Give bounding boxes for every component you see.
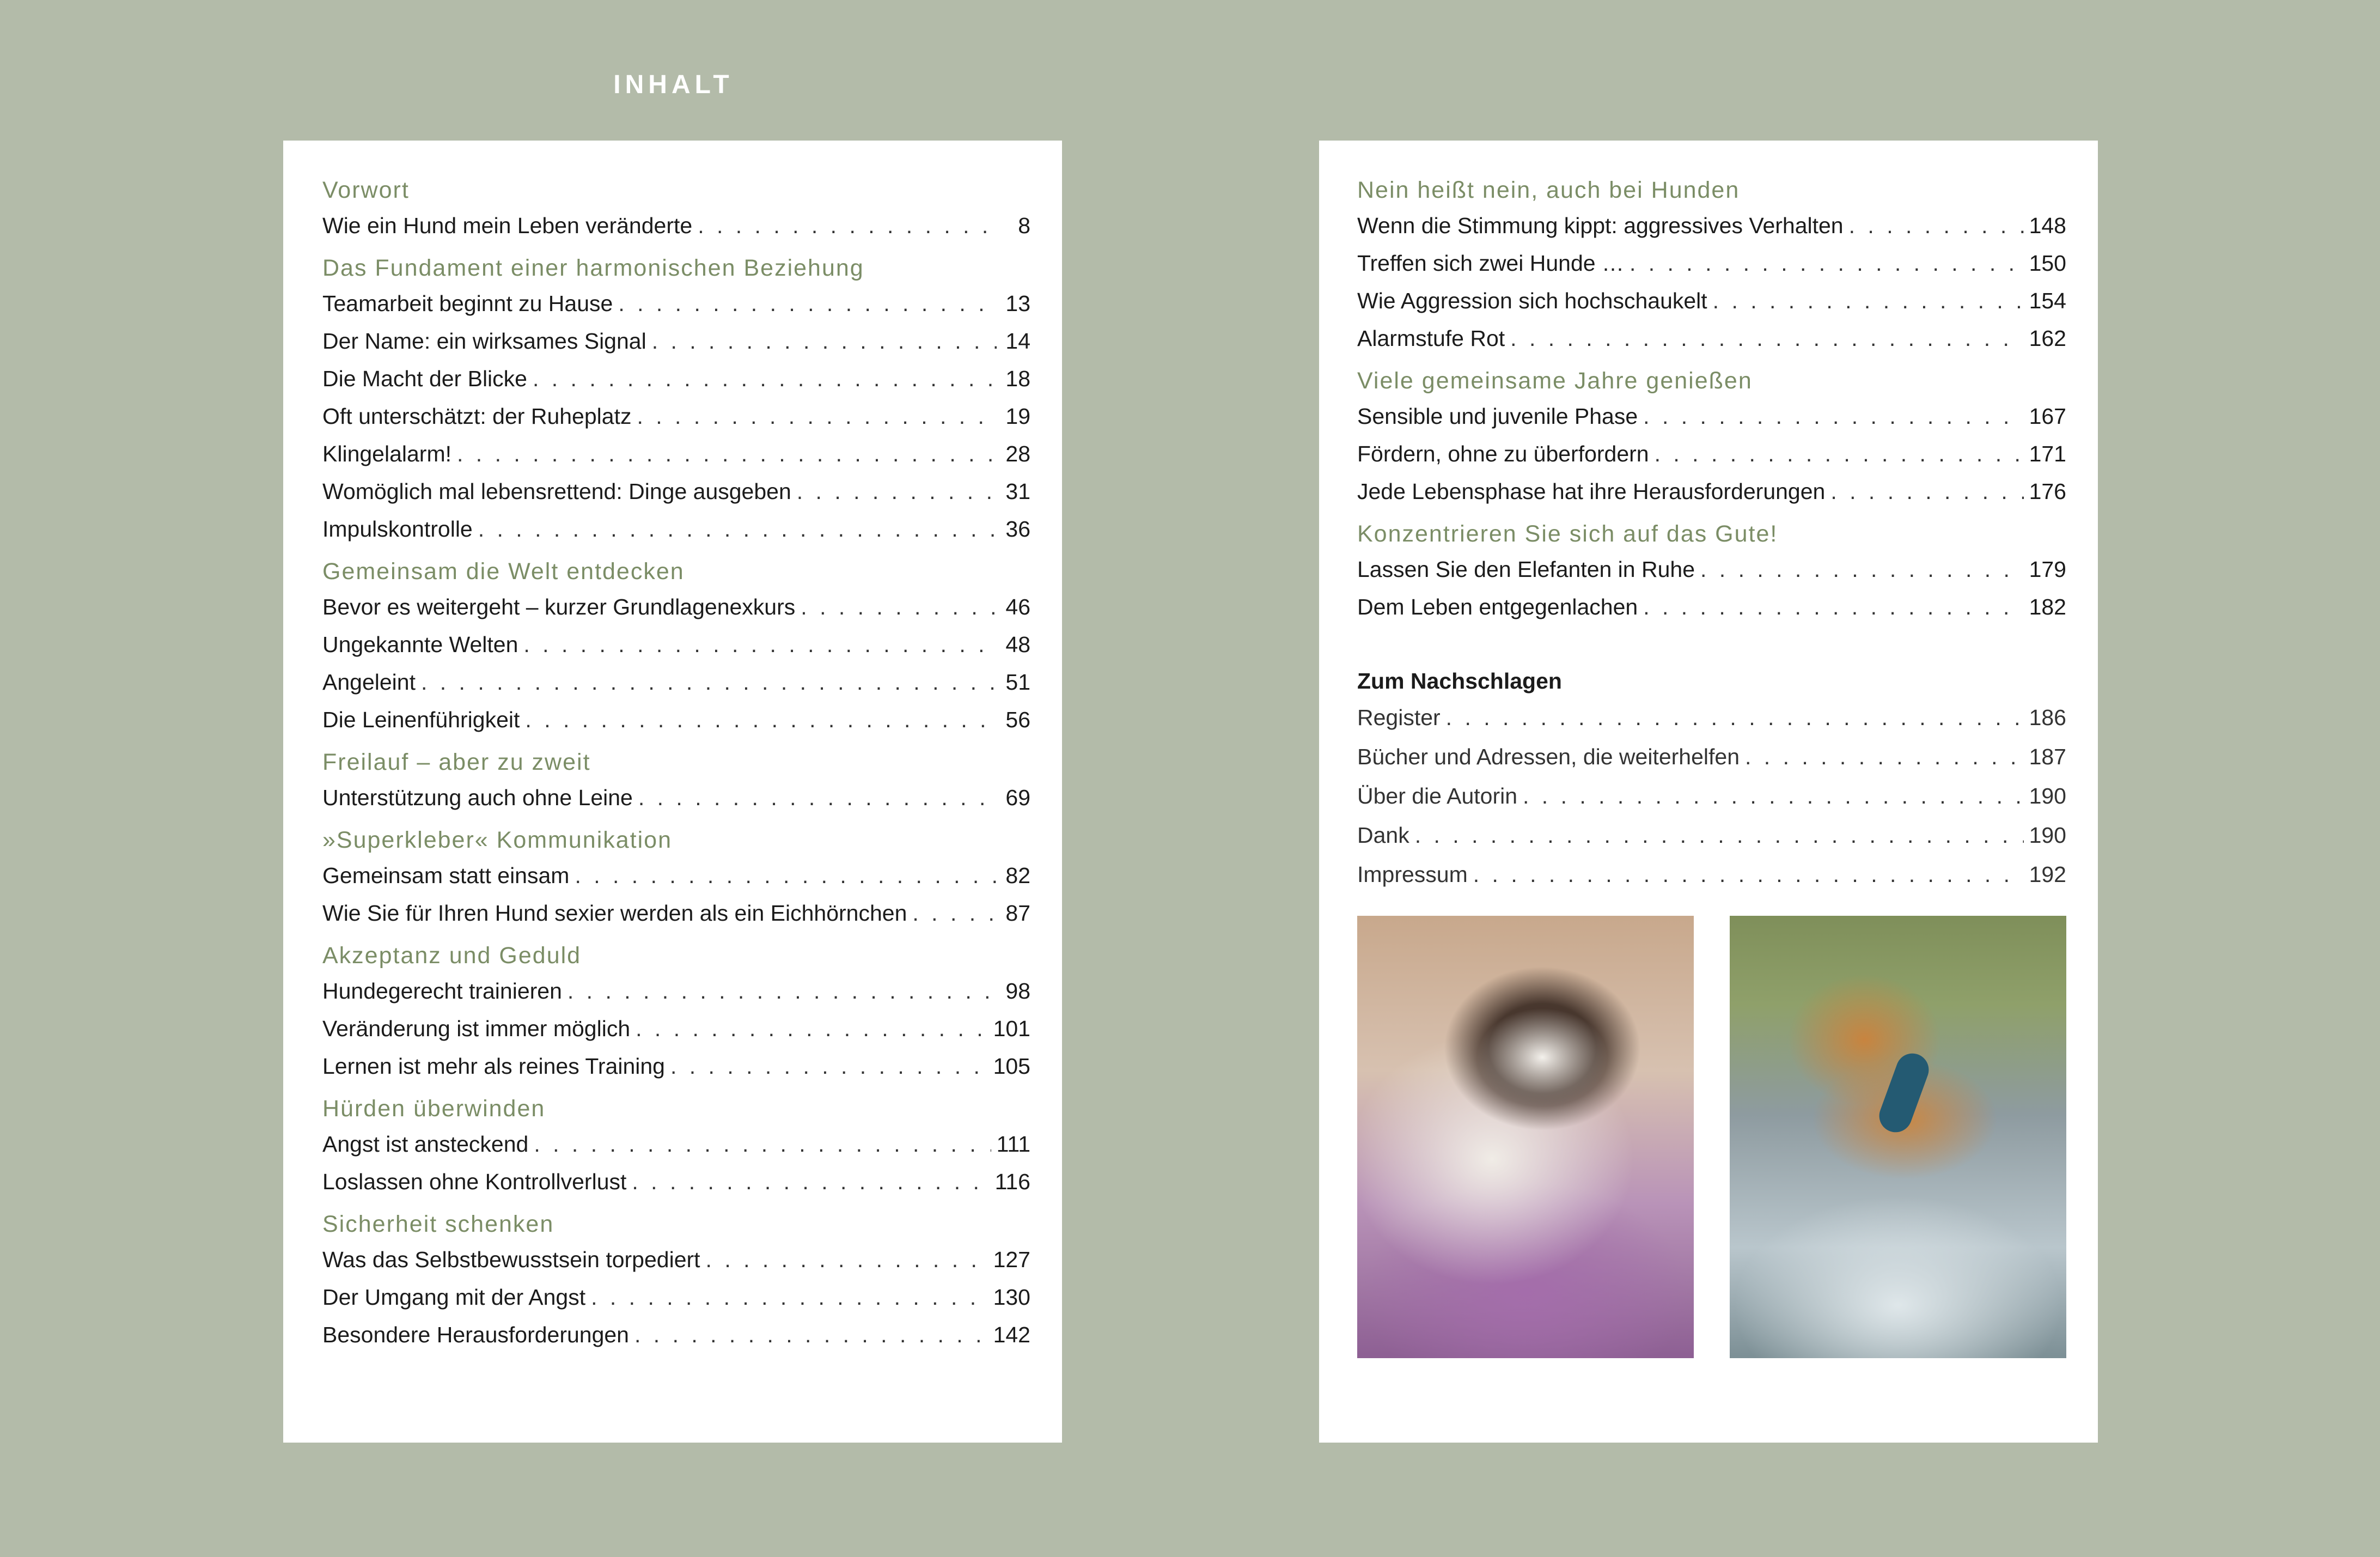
dot-leader <box>634 1316 988 1354</box>
entry-title: Klingelalarm! <box>322 441 451 466</box>
page-number: 176 <box>2029 479 2066 504</box>
dot-leader <box>1510 320 2023 357</box>
section-title[interactable]: Akzeptanz und Geduld <box>322 942 582 969</box>
toc-section <box>322 939 1030 1085</box>
page-number: 162 <box>2029 326 2066 351</box>
toc-entry[interactable] <box>1357 737 2066 776</box>
page-number: 56 <box>1005 707 1030 732</box>
dot-leader <box>1415 816 2024 855</box>
dot-leader <box>706 1241 988 1279</box>
toc-entry[interactable] <box>1357 816 2066 855</box>
toc-entry[interactable] <box>322 360 1030 398</box>
reference-title: Zum Nachschlagen <box>1357 668 1562 694</box>
page-number: 101 <box>993 1016 1030 1041</box>
toc-entry[interactable] <box>1357 551 2066 588</box>
contents-heading: INHALT <box>613 70 734 99</box>
toc-entry[interactable] <box>322 1241 1030 1279</box>
entry-title: Ungekannte Welten <box>322 632 518 657</box>
entry-title: Alarmstufe Rot <box>1357 326 1505 351</box>
toc-entry[interactable] <box>322 895 1030 932</box>
page-number: 48 <box>1005 632 1030 657</box>
entry-title: Besondere Herausforderungen <box>322 1322 629 1347</box>
toc-section <box>1357 364 2066 510</box>
page-number: 171 <box>2029 441 2066 466</box>
dot-leader <box>1713 282 2024 320</box>
toc-entry[interactable] <box>322 588 1030 626</box>
entry-title: Impressum <box>1357 862 1468 887</box>
entry-title: Dem Leben entgegenlachen <box>1357 594 1638 619</box>
toc-entry[interactable] <box>322 1163 1030 1201</box>
dot-leader <box>1745 737 2024 776</box>
page-number: 8 <box>1018 213 1030 238</box>
toc-entry[interactable] <box>322 701 1030 739</box>
toc-entry[interactable] <box>322 972 1030 1010</box>
entry-title: Wie Sie für Ihren Hund sexier werden als ein Eichhörnchen <box>322 901 907 926</box>
entry-title: Bevor es weitergeht – kurzer Grundlagenexkurs <box>322 594 796 619</box>
page-number: 14 <box>1005 329 1030 354</box>
dot-leader <box>1446 698 2024 737</box>
toc-section <box>322 745 1030 817</box>
page-number: 190 <box>2029 783 2066 808</box>
entry-title: Loslassen ohne Kontrollverlust <box>322 1169 627 1194</box>
entry-title: Unterstützung auch ohne Leine <box>322 785 633 810</box>
page-number: 116 <box>994 1169 1030 1194</box>
page-number: 31 <box>1005 479 1030 504</box>
entry-title: Angst ist ansteckend <box>322 1132 529 1157</box>
page-number: 46 <box>1005 594 1030 619</box>
section-title[interactable]: Viele gemeinsame Jahre genießen <box>1357 368 1753 394</box>
entry-title: Teamarbeit beginnt zu Hause <box>322 291 613 316</box>
toc-entry[interactable] <box>322 664 1030 701</box>
dot-leader <box>591 1279 987 1316</box>
dot-leader <box>652 323 997 360</box>
toc-entry[interactable] <box>322 323 1030 360</box>
entry-title: Oft unterschätzt: der Ruheplatz <box>322 404 632 429</box>
toc-entry[interactable] <box>322 510 1030 548</box>
section-title[interactable]: Freilauf – aber zu zweit <box>322 749 591 775</box>
page-number: 142 <box>993 1322 1030 1347</box>
toc-entry[interactable] <box>322 1048 1030 1085</box>
entry-title: Wie ein Hund mein Leben veränderte <box>322 213 693 238</box>
dot-leader <box>1643 588 2023 626</box>
entry-title: Der Umgang mit der Angst <box>322 1285 586 1310</box>
dot-leader <box>1830 473 2023 510</box>
page-number: 186 <box>2029 705 2066 730</box>
toc-entry[interactable] <box>322 1126 1030 1163</box>
dot-leader <box>912 895 997 932</box>
photo-australian-shepherd <box>1357 916 1694 1358</box>
collar-shape <box>1875 1049 1933 1136</box>
section-title[interactable]: Konzentrieren Sie sich auf das Gute! <box>1357 521 1778 547</box>
entry-title: Wie Aggression sich hochschaukelt <box>1357 288 1707 313</box>
toc-page-left <box>283 141 1062 1443</box>
dot-leader <box>421 664 997 701</box>
dot-leader <box>1473 855 2024 894</box>
entry-title: Jede Lebensphase hat ihre Herausforderungen <box>1357 479 1826 504</box>
toc-section <box>1357 517 2066 626</box>
toc-entry[interactable] <box>322 398 1030 435</box>
page-number: 167 <box>2029 404 2066 429</box>
toc-entry[interactable] <box>1357 855 2066 894</box>
toc-entry[interactable] <box>322 285 1030 323</box>
entry-title: Hundegerecht trainieren <box>322 978 562 1003</box>
toc-section <box>1357 173 2066 357</box>
toc-entry[interactable] <box>322 857 1030 895</box>
page-number: 192 <box>2029 862 2066 887</box>
entry-title: Angeleint <box>322 670 416 695</box>
dot-leader <box>637 398 997 435</box>
page-number: 28 <box>1005 441 1030 466</box>
section-title[interactable]: Hürden überwinden <box>322 1096 546 1122</box>
toc-section <box>322 1207 1030 1354</box>
entry-title: Veränderung ist immer möglich <box>322 1016 631 1041</box>
photo-row <box>1357 916 2066 1358</box>
page-number: 187 <box>2029 744 2066 769</box>
entry-title: Der Name: ein wirksames Signal <box>322 329 646 354</box>
page-number: 69 <box>1005 785 1030 810</box>
toc-entry[interactable] <box>1357 245 2066 282</box>
page-number: 154 <box>2029 288 2066 313</box>
page-number: 130 <box>993 1285 1030 1310</box>
dot-leader <box>1630 245 2024 282</box>
entry-title: Die Macht der Blicke <box>322 366 527 391</box>
toc-entry[interactable] <box>1357 398 2066 435</box>
toc-entry[interactable] <box>1357 207 2066 245</box>
page-number: 13 <box>1005 291 1030 316</box>
toc-entry[interactable] <box>1357 588 2066 626</box>
page-number: 179 <box>2029 557 2066 582</box>
toc-entry[interactable] <box>1357 320 2066 357</box>
entry-title: Was das Selbstbewusstsein torpediert <box>322 1247 700 1272</box>
toc-entry[interactable] <box>322 207 1030 245</box>
page-number: 105 <box>993 1054 1030 1079</box>
toc-section <box>322 823 1030 932</box>
toc-entry[interactable] <box>322 1316 1030 1354</box>
section-title[interactable]: Vorwort <box>322 177 410 203</box>
page-number: 87 <box>1005 901 1030 926</box>
dot-leader <box>1700 551 2024 588</box>
entry-title: Lernen ist mehr als reines Training <box>322 1054 665 1079</box>
toc-entry[interactable] <box>1357 282 2066 320</box>
dot-leader <box>1523 776 2024 816</box>
dot-leader <box>797 473 997 510</box>
dot-leader <box>670 1048 988 1085</box>
dot-leader <box>801 588 997 626</box>
dot-leader <box>618 285 997 323</box>
section-title[interactable]: Nein heißt nein, auch bei Hunden <box>1357 177 1740 203</box>
dot-leader <box>1655 435 2024 473</box>
page-number: 82 <box>1005 863 1030 888</box>
entry-title: Sensible und juvenile Phase <box>1357 404 1638 429</box>
entry-title: Treffen sich zwei Hunde … <box>1357 251 1624 276</box>
toc-entry[interactable] <box>322 435 1030 473</box>
dot-leader <box>638 779 997 817</box>
entry-title: Register <box>1357 705 1441 730</box>
dot-leader <box>1643 398 2023 435</box>
toc-sections-right <box>1357 173 2066 626</box>
toc-section <box>322 251 1030 548</box>
toc-page-right <box>1319 141 2098 1443</box>
toc-entry[interactable] <box>322 779 1030 817</box>
toc-entry[interactable] <box>1357 473 2066 510</box>
page-number: 51 <box>1005 670 1030 695</box>
dot-leader <box>632 1163 989 1201</box>
toc-section <box>322 555 1030 739</box>
dot-leader <box>1849 207 2024 245</box>
section-title[interactable]: Sicherheit schenken <box>322 1211 554 1237</box>
toc-entry[interactable] <box>1357 435 2066 473</box>
entry-title: Dank <box>1357 823 1409 848</box>
dot-leader <box>534 1126 991 1163</box>
entry-title: Impulskontrolle <box>322 516 473 542</box>
toc-entry[interactable] <box>1357 698 2066 737</box>
dot-leader <box>567 972 997 1010</box>
page-number: 127 <box>993 1247 1030 1272</box>
dot-leader <box>457 435 997 473</box>
entry-title: Wenn die Stimmung kippt: aggressives Verhalten <box>1357 213 1844 238</box>
reference-list <box>1357 698 2066 894</box>
entry-title: Bücher und Adressen, die weiterhelfen <box>1357 744 1740 769</box>
toc-entry[interactable] <box>322 473 1030 510</box>
entry-title: Über die Autorin <box>1357 783 1518 808</box>
toc-entry[interactable] <box>322 626 1030 664</box>
dot-leader <box>478 510 997 548</box>
dot-leader <box>575 857 997 895</box>
page-number: 36 <box>1005 516 1030 542</box>
toc-entry[interactable] <box>322 1010 1030 1048</box>
page-number: 19 <box>1005 404 1030 429</box>
photo-running-puppy <box>1730 916 2066 1358</box>
entry-title: Die Leinenführigkeit <box>322 707 520 732</box>
section-title[interactable]: Das Fundament einer harmonischen Beziehung <box>322 255 864 281</box>
toc-entry[interactable] <box>322 1279 1030 1316</box>
dot-leader <box>533 360 997 398</box>
dot-leader <box>525 701 997 739</box>
entry-title: Gemeinsam statt einsam <box>322 863 570 888</box>
section-title[interactable]: »Superkleber« Kommunikation <box>322 827 672 853</box>
section-title[interactable]: Gemeinsam die Welt entdecken <box>322 558 685 585</box>
entry-title: Womöglich mal lebensrettend: Dinge ausgeben <box>322 479 791 504</box>
page-number: 182 <box>2029 594 2066 619</box>
page-number: 98 <box>1005 978 1030 1003</box>
page-number: 150 <box>2029 251 2066 276</box>
dot-leader <box>523 626 997 664</box>
page-number: 190 <box>2029 823 2066 848</box>
toc-section <box>322 1092 1030 1201</box>
dot-leader <box>636 1010 987 1048</box>
toc-entry[interactable] <box>1357 776 2066 816</box>
page-number: 111 <box>996 1132 1030 1157</box>
entry-title: Fördern, ohne zu überfordern <box>1357 441 1649 466</box>
dot-leader <box>698 207 997 245</box>
page-number: 148 <box>2029 213 2066 238</box>
entry-title: Lassen Sie den Elefanten in Ruhe <box>1357 557 1695 582</box>
toc-section <box>322 173 1030 245</box>
page-number: 18 <box>1005 366 1030 391</box>
